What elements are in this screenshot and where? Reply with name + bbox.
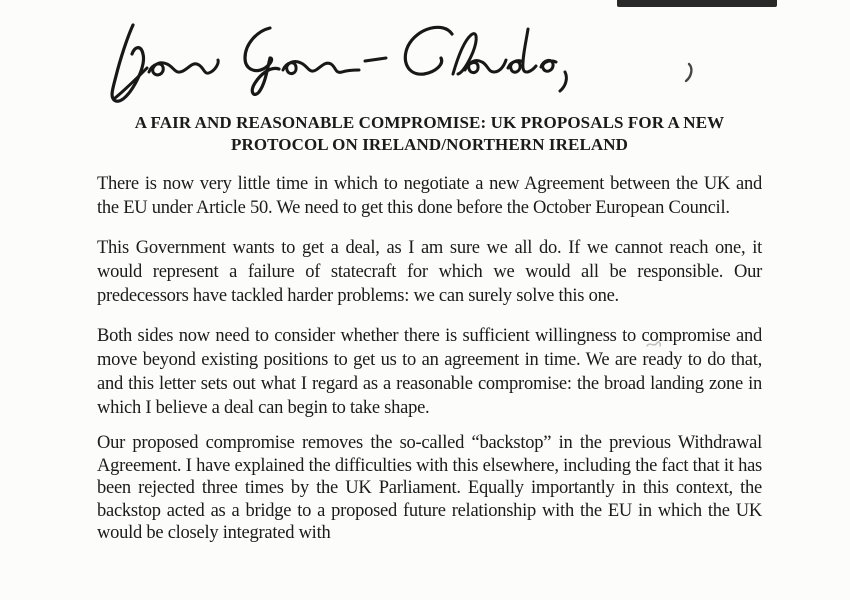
paragraph-2: This Government wants to get a deal, as I am sure we all do. If we cannot reach one, it would represent a failure of statecraft for which we would all be responsible. Our predecessors have tackled harder problems: we can surely solve this one.: [97, 238, 762, 306]
letter-body: [97, 172, 762, 545]
scan-smudge-mark: [646, 337, 662, 347]
scan-artifact-bar: [617, 0, 777, 7]
paragraph-3: Both sides now need to consider whether there is sufficient willingness to compromise and move beyond existing positions to get us to an agreement in time. We are ready to do that, and this letter sets out what I regard as a reasonable compromise: the broad landing zone in which I believe a deal can begin to take shape.: [97, 326, 762, 418]
letter-title: [97, 112, 762, 156]
stray-pen-mark: [684, 62, 696, 84]
letter-title-line2: PROTOCOL ON IRELAND/NORTHERN IRELAND: [230, 135, 629, 154]
paragraph-4: Our proposed compromise removes the so-called “backstop” in the previous Withdrawal Agreement. I have explained the difficulties with this elsewhere, including the fact that it has been rejected three times by the UK Parliament. Equally importantly in this context, the backstop acted as a bridge to a proposed future relationship with the EU in which the UK would be closely integrated with: [97, 433, 762, 543]
handwriting-ink-strokes: [105, 14, 575, 114]
paragraph-1: There is now very little time in which to negotiate a new Agreement between the UK and the EU under Article 50. We need to get this done before the October European Council.: [97, 174, 762, 218]
handwritten-greeting: [105, 14, 575, 114]
letter-title-line1: A FAIR AND REASONABLE COMPROMISE: UK PROPOSALS FOR A NEW: [134, 113, 725, 132]
